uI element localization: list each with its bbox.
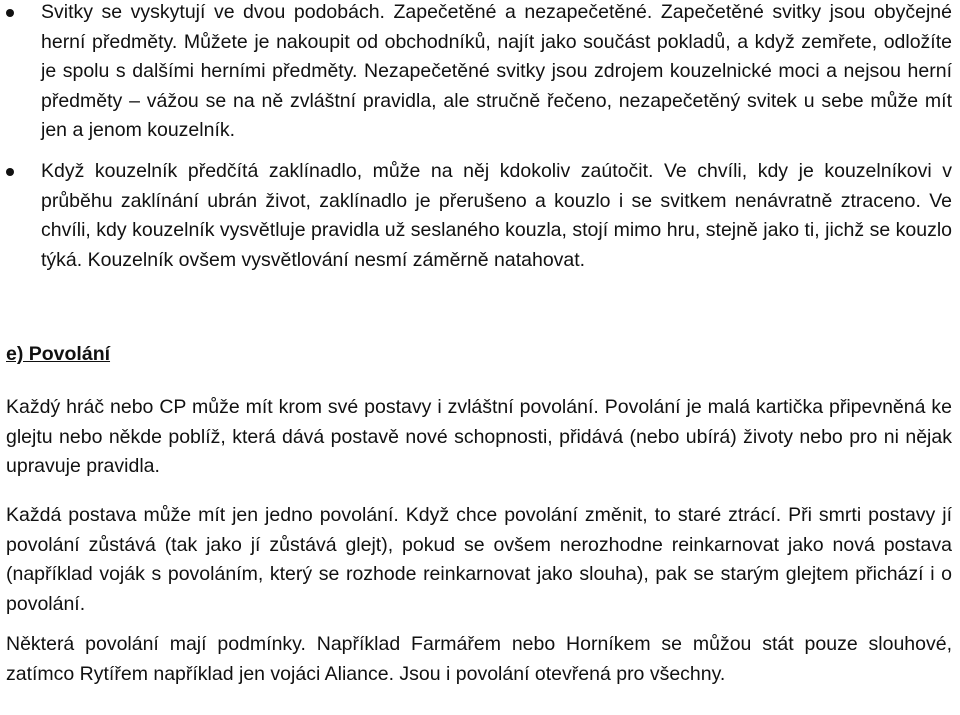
bullet-icon <box>6 9 14 17</box>
bullet-text: Svitky se vyskytují ve dvou podobách. Zapečetěné a nezapečetěné. Zapečetěné svitky jsou obyčejné herní předměty. Můžete je nakoupit od obchodníků, najít jako součást pokladů, a když zemřete, odložíte je spolu s dalšími herními předměty. Nezapečetěné svitky jsou zdrojem kouzelnické moci a nejsou herní předměty – vážou se na ně zvláštní pravidla, ale stručně řečeno, nezapečetěný svitek u sebe může mít jen a jenom kouzelník. <box>41 1 952 141</box>
paragraph: Každý hráč nebo CP může mít krom své postavy i zvláštní povolání. Povolání je malá kartička připevněná ke glejtu nebo někde poblíž, která dává postavě nové schopnosti, přidává (nebo ubírá) životy nebo pro ni nějak upravuje pravidla. <box>6 396 952 477</box>
bullet-item-scrolls <box>6 0 952 146</box>
bullet-item-casting <box>6 157 952 275</box>
paragraph: Každá postava může mít jen jedno povolání. Když chce povolání změnit, to staré ztrácí. Při smrti postavy jí povolání zůstává (tak jako jí zůstává glejt), pokud se ovšem nerozhodne reinkarnovat jako nová postava (například voják s povoláním, který se rozhode reinkarnovat jako slouha), pak se starým glejtem přichází i o povolání. <box>6 504 952 615</box>
bullet-text: Když kouzelník předčítá zaklínadlo, může na něj kdokoliv zaútočit. Ve chvíli, kdy je kouzelníkovi v průběhu zaklínání ubrán život, zaklínadlo je přerušeno a kouzlo i se svitkem nenávratně ztraceno. Ve chvíli, kdy kouzelník vysvětluje pravidla už seslaného kouzla, stojí mimo hru, stejně jako ti, jichž se kouzlo týká. Kouzelník ovšem vysvětlování nesmí záměrně natahovat. <box>41 160 952 271</box>
paragraph: Některá povolání mají podmínky. Například Farmářem nebo Horníkem se můžou stát pouze slouhové, zatímco Rytířem například jen vojáci Aliance. Jsou i povolání otevřená pro všechny. <box>6 633 952 685</box>
bullet-icon <box>6 168 14 176</box>
section-heading: e) Povolání <box>6 343 111 365</box>
